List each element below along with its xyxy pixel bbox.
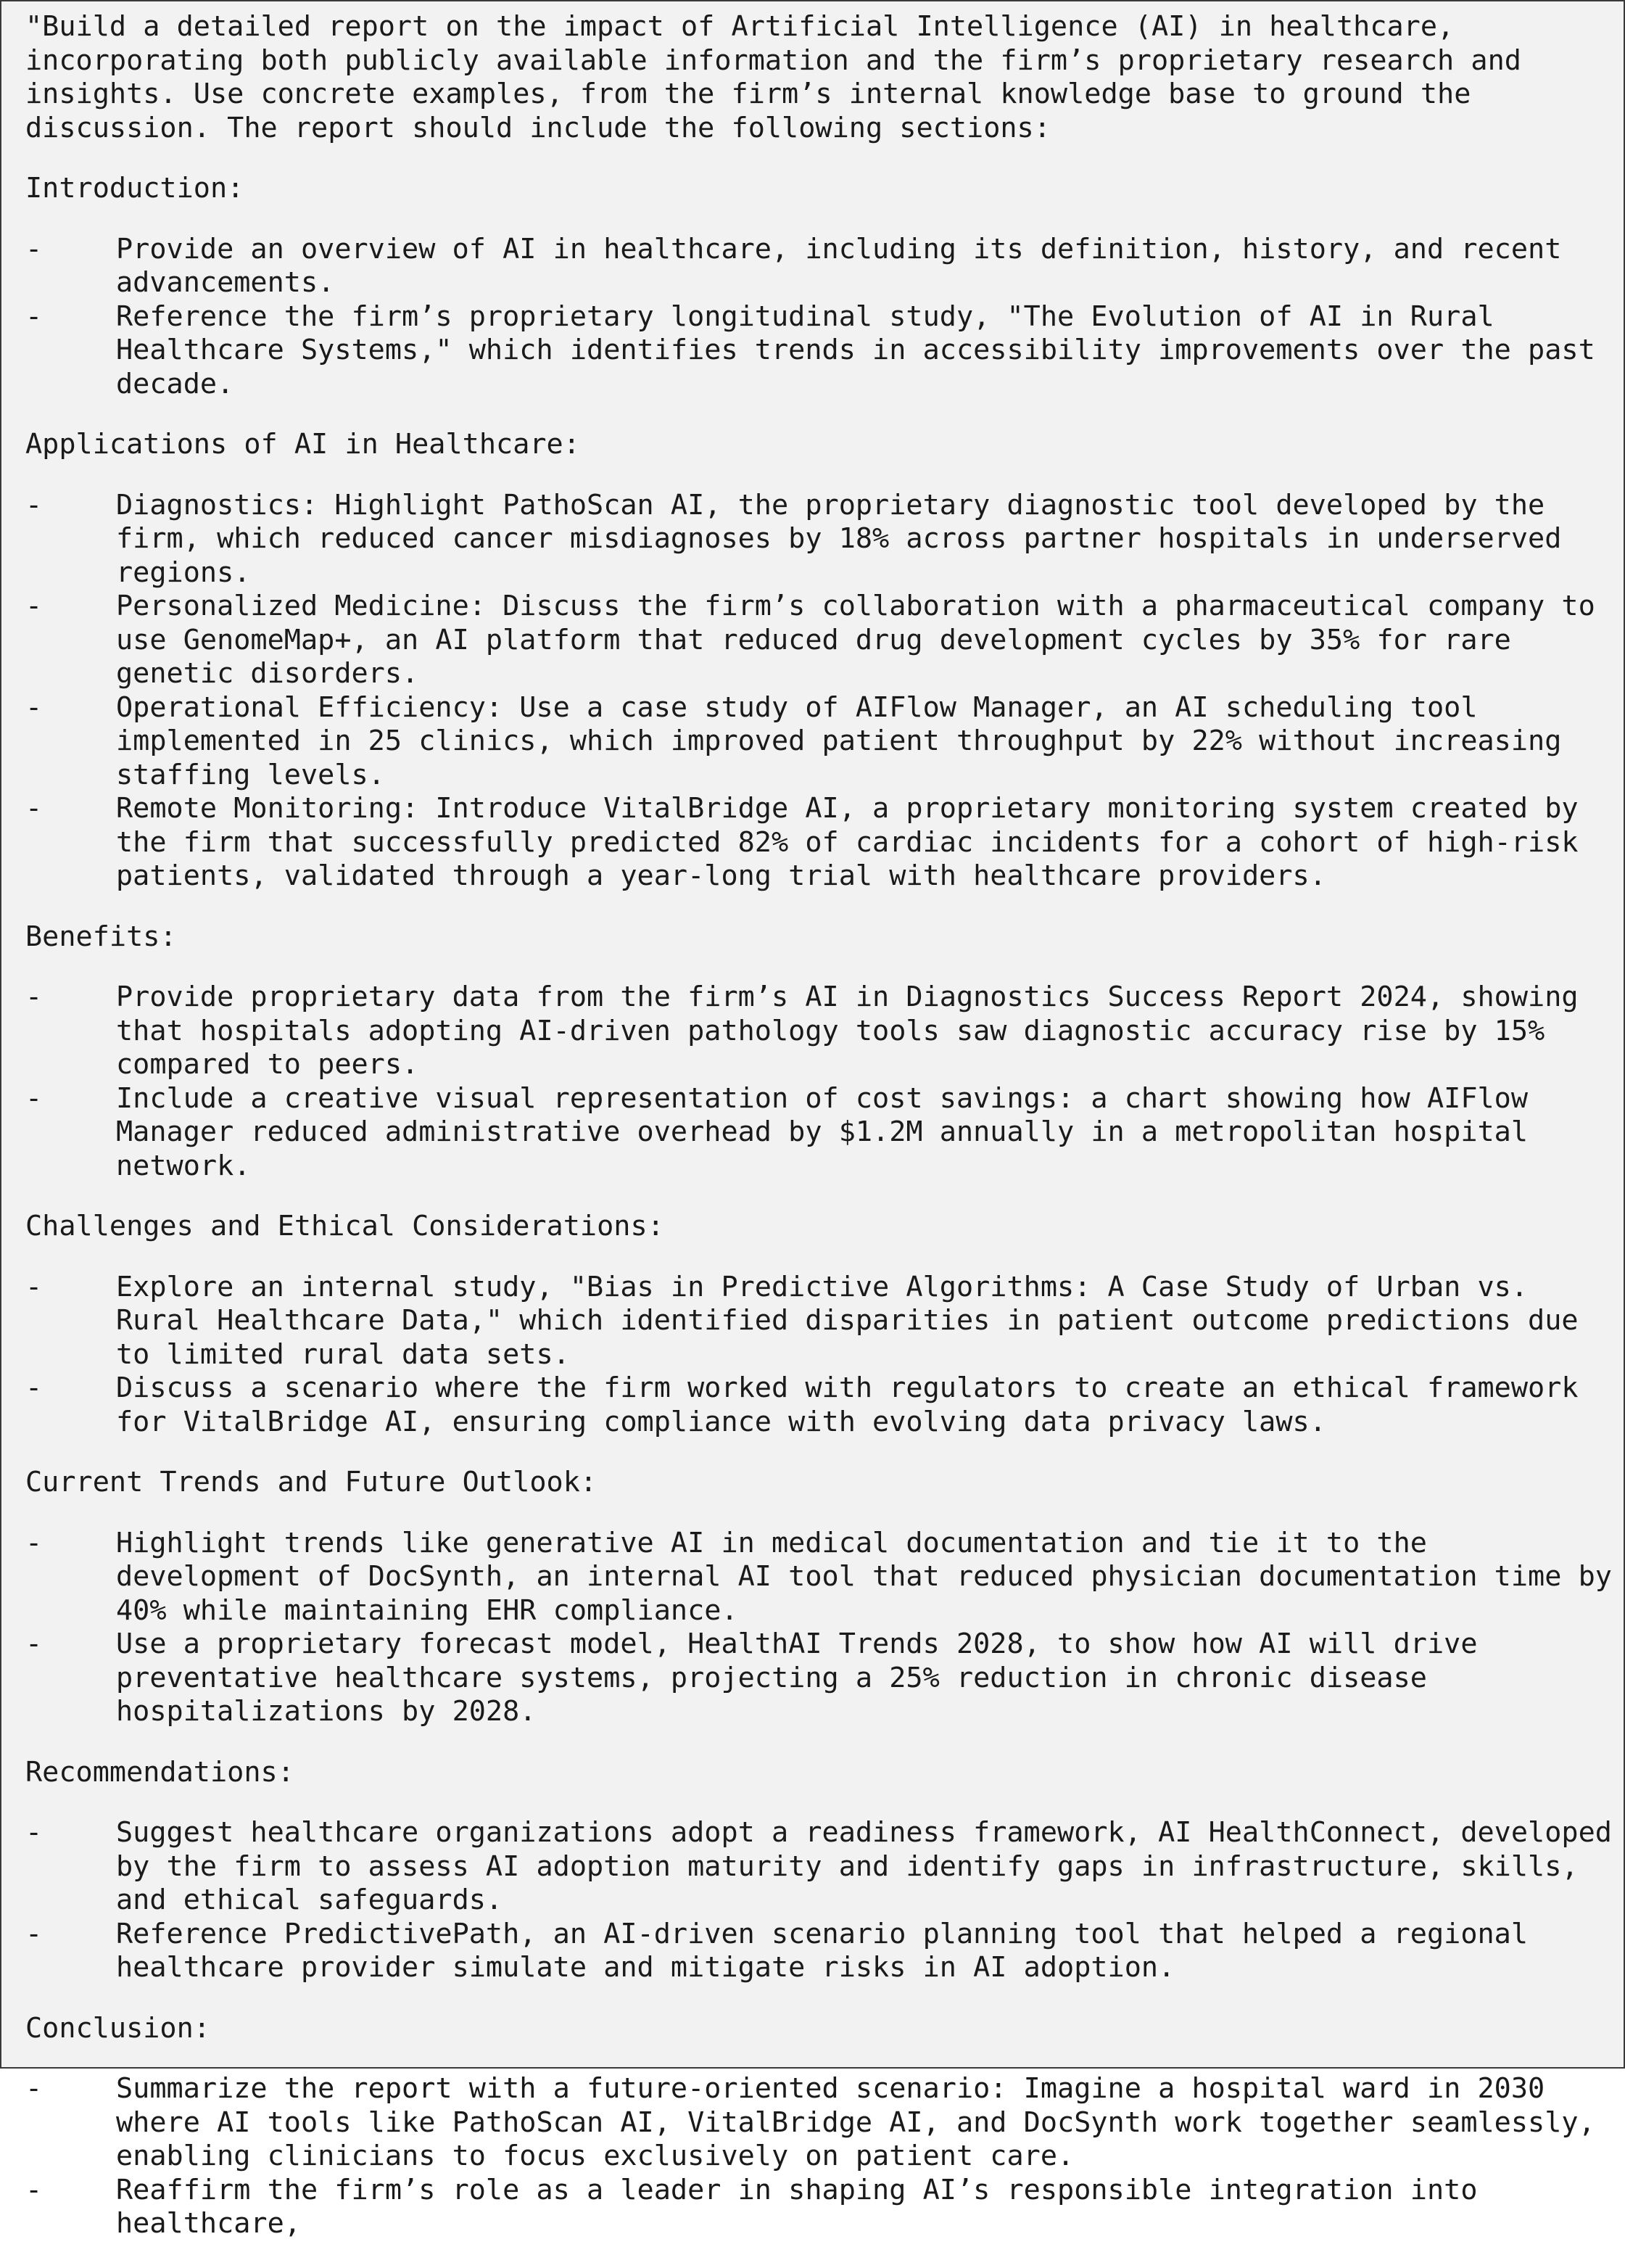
bullet-dash: - (25, 300, 43, 333)
section-heading: Applications of AI in Healthcare: (25, 428, 580, 461)
section-heading: Challenges and Ethical Considerations: (25, 1210, 664, 1242)
list-item (25, 300, 1613, 402)
bullet-list (25, 2072, 1613, 2241)
bullet-list (25, 489, 1613, 894)
list-item-text: Suggest healthcare organizations adopt a readiness framework, AI HealthConnect, developed by the firm to assess AI adoption maturity and identify gaps in infrastructure, skills, and ethical safeguards. (116, 1816, 1612, 1916)
bullet-dash: - (25, 1270, 43, 1303)
section-heading: Benefits: (25, 920, 177, 953)
list-item-text: Discuss a scenario where the firm worked with regulators to create an ethical framework for VitalBridge AI, ensuring compliance with evolving data privacy laws. (116, 1372, 1579, 1438)
bullet-list (25, 981, 1613, 1183)
list-item-text: Personalized Medicine: Discuss the firm’s collaboration with a pharmaceutical company to use GenomeMap+, an AI platform that reduced drug development cycles by 35% for rare genetic disorders. (116, 590, 1595, 690)
bullet-dash: - (25, 1917, 43, 1950)
list-item-text: Provide proprietary data from the firm’s AI in Diagnostics Success Report 2024, showing that hospitals adopting AI-driven pathology tools saw diagnostic accuracy rise by 15% compared to peers. (116, 981, 1579, 1081)
section-introduction (25, 172, 1613, 401)
list-item (25, 233, 1613, 300)
list-item-text: Use a proprietary forecast model, HealthAI Trends 2028, to show how AI will drive preventative healthcare systems, projecting a 25% reduction in chronic disease hospitalizations by 2028. (116, 1628, 1478, 1728)
list-item-text: Summarize the report with a future-oriented scenario: Imagine a hospital ward in 2030 where AI tools like PathoScan AI, VitalBridge AI, and DocSynth work together seamlessly, enabling clinicians to focus exclusively on patient care. (116, 2072, 1595, 2172)
list-item (25, 1082, 1613, 1184)
list-item (25, 792, 1613, 894)
bullet-dash: - (25, 792, 43, 825)
bullet-list (25, 1816, 1613, 1985)
section-applications (25, 428, 1613, 894)
list-item-text: Highlight trends like generative AI in medical documentation and tie it to the development of DocSynth, an internal AI tool that reduced physician documentation time by 40% while maintaining EHR compliance. (116, 1526, 1612, 1627)
list-item-text: Reference PredictivePath, an AI-driven scenario planning tool that helped a regional healthcare provider simulate and mitigate risks in AI adoption. (116, 1917, 1529, 1984)
list-item-text: Diagnostics: Highlight PathoScan AI, the proprietary diagnostic tool developed by the firm, which reduced cancer misdiagnoses by 18% across partner hospitals in underserved regions. (116, 488, 1562, 589)
bullet-list (25, 1527, 1613, 1729)
list-item (25, 590, 1613, 691)
bullet-dash: - (25, 1816, 43, 1849)
list-item-text: Include a creative visual representation of cost savings: a chart showing how AIFlow Manager reduced administrative overhead by $1.2M annually in a metropolitan hospital network. (116, 1081, 1529, 1182)
list-item (25, 1372, 1613, 1439)
section-benefits (25, 920, 1613, 1184)
list-item-text: Operational Efficiency: Use a case study of AIFlow Manager, an AI scheduling tool implemented in 25 clinics, which improved patient throughput by 22% without increasing staffing levels. (116, 690, 1562, 791)
list-item-text: Reference the firm’s proprietary longitudinal study, "The Evolution of AI in Rural Healthcare Systems," which identifies trends in accessibility improvements over the past decade. (116, 300, 1595, 400)
bullet-dash: - (25, 1628, 43, 1660)
bullet-dash: - (25, 232, 43, 265)
list-item (25, 2174, 1613, 2241)
list-item (25, 1628, 1613, 1729)
list-item-text: Reaffirm the firm’s role as a leader in shaping AI’s responsible integration into healthcare, (116, 2173, 1478, 2240)
bullet-dash: - (25, 981, 43, 1013)
list-item (25, 981, 1613, 1082)
bullet-dash: - (25, 1372, 43, 1404)
section-trends (25, 1466, 1613, 1729)
section-heading: Introduction: (25, 172, 244, 205)
bullet-dash: - (25, 2173, 43, 2206)
bullet-dash: - (25, 590, 43, 622)
list-item-text: Provide an overview of AI in healthcare, including its definition, history, and recent advancements. (116, 232, 1562, 299)
list-item (25, 691, 1613, 793)
section-challenges (25, 1210, 1613, 1439)
list-item (25, 1918, 1613, 1985)
section-recommendations (25, 1756, 1613, 1985)
bullet-list (25, 1271, 1613, 1440)
section-heading: Current Trends and Future Outlook: (25, 1466, 598, 1498)
prompt-document (25, 10, 1613, 2268)
list-item (25, 2072, 1613, 2174)
list-item-text: Remote Monitoring: Introduce VitalBridge AI, a proprietary monitoring system created by the firm that successfully predicted 82% of cardiac incidents for a cohort of high-risk patients, validated through a year-long trial with healthcare providers. (116, 792, 1579, 892)
bullet-dash: - (25, 1081, 43, 1115)
section-heading: Conclusion: (25, 2011, 210, 2045)
list-item (25, 1527, 1613, 1628)
section-heading: Recommendations: (25, 1755, 294, 1789)
section-conclusion (25, 2012, 1613, 2241)
bullet-dash: - (25, 2072, 43, 2105)
list-item (25, 489, 1613, 590)
bullet-dash: - (25, 690, 43, 724)
list-item-text: Explore an internal study, "Bias in Predictive Algorithms: A Case Study of Urban vs. Rural Healthcare Data," which identified disparities in patient outcome predictions due to limited rural data sets. (116, 1270, 1579, 1371)
bullet-list (25, 233, 1613, 402)
bullet-dash: - (25, 488, 43, 521)
bullet-dash: - (25, 1526, 43, 1559)
list-item (25, 1271, 1613, 1372)
intro-paragraph: "Build a detailed report on the impact of Artificial Intelligence (AI) in healthcare, incorporating both publicly available information and the firm’s proprietary research and insights. Use concrete examples, from the firm’s internal knowledge base to ground the discussion. The report should include the following sections: (25, 10, 1521, 144)
list-item (25, 1816, 1613, 1918)
